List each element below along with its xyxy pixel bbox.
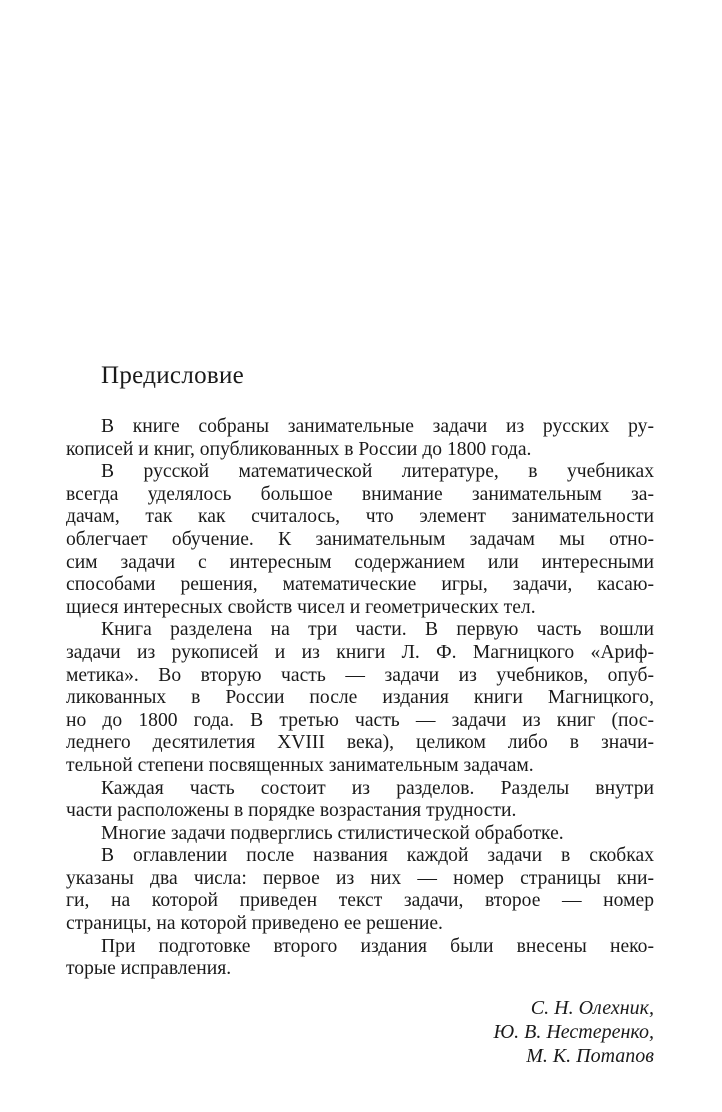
text-line: В русской математической литературе, в учебниках [101,461,654,483]
text-line: Книга разделена на три части. В первую часть вошли [101,619,654,641]
text-line: страницы, на которой приведено ее решение. [66,913,443,935]
text-line: В книге собраны занимательные задачи из русских ру- [101,416,654,437]
authors-signature [493,996,654,1068]
text-line: Каждая часть состоит из разделов. Разделы внутри [101,777,654,799]
text-line: В оглавлении после названия каждой задачи в скобках [101,845,654,867]
text-line: части расположены в порядке возрастания трудности. [66,800,517,822]
text-line: При подготовке второго издания были внесены неко- [101,935,654,957]
page-title: Предисловие [101,362,245,389]
text-line: способами решения, математические игры, задачи, касаю- [66,574,654,596]
text-line: Многие задачи подверглись стилистической обработке. [101,822,564,844]
text-line: облегчает обучение. К занимательным задачам мы отно- [66,528,654,550]
text-line: сим задачи с интересным содержанием или интересными [66,551,654,573]
text-line: дачам, так как считалось, что элемент занимательности [66,506,654,528]
text-line: задачи из рукописей и из книги Л. Ф. Магницкого «Ариф- [66,641,654,663]
author-name: М. К. Потапов [526,1045,654,1067]
text-line: метика». Во вторую часть — задачи из учебников, опуб- [66,664,654,686]
text-line: ги, на которой приведен текст задачи, второе — номер [66,890,654,912]
author-name: Ю. В. Нестеренко, [493,1021,654,1043]
text-line: кописей и книг, опубликованных в России до 1800 года. [66,438,532,460]
text-line: тельной степени посвященных занимательным задачам. [66,754,534,776]
text-line: указаны два числа: первое из них — номер страницы кни- [66,867,654,889]
text-line: торые исправления. [66,958,232,980]
text-line: ликованных в России после издания книги Магницкого, [66,687,654,709]
author-name: С. Н. Олехник, [530,997,654,1019]
text-line: щиеся интересных свойств чисел и геометрических тел. [66,596,536,618]
text-line: леднего десятилетия XVIII века), целиком либо в значи- [66,732,654,754]
preface-body [66,416,654,981]
text-line: но до 1800 года. В третью часть — задачи из книг (пос- [66,709,654,731]
text-line: всегда уделялось большое внимание занимательным за- [66,483,654,505]
